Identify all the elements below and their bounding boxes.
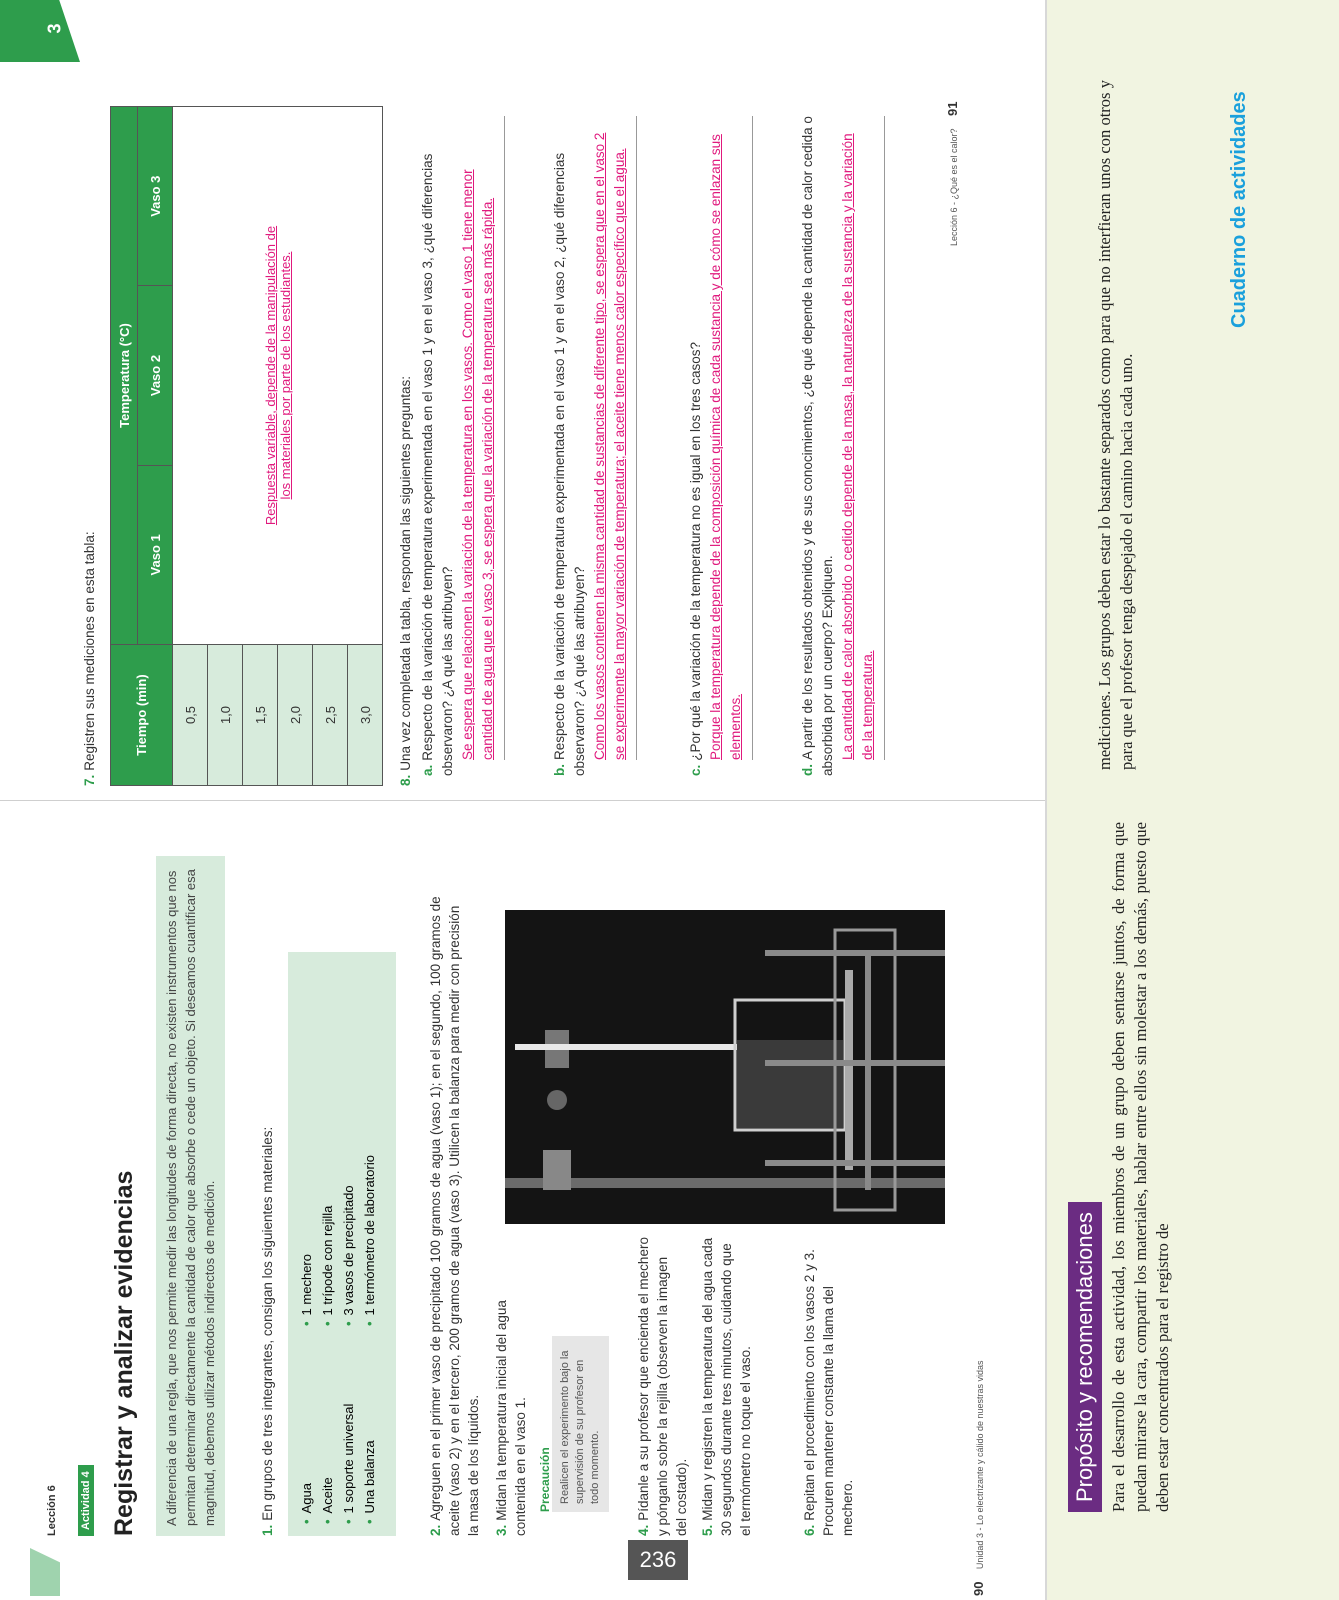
precaution-title: Precaución: [538, 1447, 552, 1512]
guide-divider: [1045, 0, 1047, 1600]
left-footer-text: Unidad 3 - Lo electrizante y cálido de nuestras vidas: [975, 1360, 985, 1570]
step-1-text: En grupos de tres integrantes, consigan los siguientes materiales:: [260, 1126, 275, 1521]
step-8: 8.Una vez completada la tabla, respondan las siguientes preguntas:: [398, 375, 413, 786]
unit-tab: [0, 0, 80, 62]
unit-tab-number: 3: [44, 23, 65, 34]
material-item: •Aceite: [320, 1477, 335, 1524]
column-header: Vaso 2: [138, 286, 173, 465]
step-7: 7.Registren sus mediciones en esta tabla:: [82, 531, 97, 786]
material-item: •3 vasos de precipitado: [341, 1185, 356, 1326]
table-row: 2,0: [278, 107, 313, 786]
activity-badge: Actividad 4: [78, 1465, 94, 1536]
question-d: d.A partir de los resultados obtenidos y de sus conocimientos, ¿de qué depende la cantidad de calor cedida o absorbida por un cuerpo? Expliquen. La cantidad de calor absorbido o cedido depende de la masa, la naturaleza de la sustancia y la variación de la temperatura.: [798, 116, 885, 776]
guide-heading: Propósito y recomendaciones: [1068, 1202, 1102, 1512]
material-item: •1 mechero: [299, 1254, 314, 1326]
material-item: •1 soporte universal: [341, 1403, 356, 1524]
left-footer: [970, 1360, 988, 1596]
right-footer: [944, 102, 962, 246]
lesson-label: Lección 6: [46, 1485, 58, 1536]
guide-page-number: 236: [628, 1540, 688, 1580]
material-item: •Una balanza: [362, 1440, 377, 1524]
answer-c[interactable]: Porque la temperatura depende de la composición química de cada sustancia y de cómo se enlazan sus elementos.: [708, 134, 743, 760]
material-item: •Agua: [299, 1483, 314, 1524]
answer-b[interactable]: Como los vasos contienen la misma cantidad de sustancias de diferente tipo, se espera que en el vaso 2 se experimente la mayor variación de temperatura; el aceite tiene menos calor específico que el agua.: [592, 132, 627, 760]
apparatus-illustration: [505, 910, 945, 1224]
material-item: •1 termómetro de laboratorio: [362, 1155, 377, 1326]
page-fold: [0, 800, 1045, 801]
lesson-tab: [30, 1548, 60, 1596]
answer-d[interactable]: La cantidad de calor absorbido o cedido depende de la masa, la naturaleza de la sustancia y la variación de la temperatura.: [840, 133, 875, 760]
step-6: 6.Repitan el procedimiento con los vasos 2 y 3. Procuren mantener constante la llama del mechero.: [802, 1249, 855, 1536]
guide-paragraph-1: Para el desarrollo de esta actividad, los miembros de un grupo deben sentarse juntos, de forma que puedan mirarse la cara, compartir los materiales, hablar entre ellos sin molestar a los demás, puesto que deben estar concentrados para el registro de: [1109, 822, 1172, 1512]
materials-box: [288, 952, 396, 1536]
answer-cell[interactable]: [173, 107, 383, 645]
guide-right-block: [1094, 70, 1138, 770]
table-row: 1,0: [208, 107, 243, 786]
table-row: 2,5: [313, 107, 348, 786]
materials-column-2: [296, 1155, 380, 1326]
precaution-box: Realicen el experimento bajo la supervisión de su profesor en todo momento.: [552, 1336, 609, 1512]
intro-box: [156, 856, 225, 1536]
temperature-header: Temperatura (°C): [111, 107, 138, 645]
right-page: [80, 66, 980, 786]
step-2: 2.Agreguen en el primer vaso de precipitado 100 gramos de agua (vaso 1); en el segundo, 100 gramos de aceite (vaso 2) y en el tercero, 200 gramos de agua (vaso 3). Utilicen la balanza para medir con precisión la masa de los líquidos.: [428, 896, 481, 1536]
step-4-text: Pídanle a su profesor que encienda el mechero y pónganlo sobre la rejilla (observen la imagen del costado).: [636, 1237, 689, 1536]
step-1-number: 1.: [260, 1524, 275, 1536]
step-1: [258, 876, 277, 1536]
right-footer-text: Lección 6 - ¿Qué es el calor?: [949, 128, 959, 246]
step-5-text: Midan y registren la temperatura del agua cada 30 segundos durante tres minutos, cuidando que el termómetro no toque el vaso.: [700, 1237, 753, 1536]
time-header: Tiempo (min): [111, 645, 173, 786]
step-7-text: Registren sus mediciones en esta tabla:: [82, 531, 97, 771]
table-answer: Respuesta variable, depende de la manipulación de los materiales por parte de los estudiantes.: [262, 225, 293, 526]
guide-left-block: [1068, 812, 1174, 1512]
left-page-number: 90: [971, 1581, 986, 1596]
step-3-text: Midan la temperatura inicial del agua contenida en el vaso 1.: [494, 1300, 528, 1536]
step-5: 5.Midan y registren la temperatura del agua cada 30 segundos durante tres minutos, cuidando que el termómetro no toque el vaso.: [700, 1237, 753, 1536]
question-c: c.¿Por qué la variación de la temperatura no es igual en los tres casos? Porque la temperatura depende de la composición química de cada sustancia y de cómo se enlazan sus elementos.: [686, 116, 753, 776]
step-3: 3.Midan la temperatura inicial del agua contenida en el vaso 1.: [494, 1300, 528, 1536]
step-4: 4.Pídanle a su profesor que encienda el mechero y pónganlo sobre la rejilla (observen la imagen del costado).: [636, 1237, 689, 1536]
table-row: 3,0: [348, 107, 383, 786]
step-6-text: Repitan el procedimiento con los vasos 2 y 3. Procuren mantener constante la llama del mechero.: [802, 1249, 855, 1536]
cuaderno-link[interactable]: Cuaderno de actividades: [1228, 91, 1250, 328]
step-2-text: Agreguen en el primer vaso de precipitado 100 gramos de agua (vaso 1); en el segundo, 100 gramos de aceite (vaso 2) y en el tercero, 200 gramos de agua (vaso 3). Utilicen la balanza para medir con precisión la masa de los líquidos.: [428, 896, 481, 1536]
materials-column-1: [296, 1404, 380, 1524]
step-8-text: Una vez completada la tabla, respondan las siguientes preguntas:: [398, 375, 413, 771]
column-header: Vaso 1: [138, 465, 173, 644]
experiment-photo: [505, 910, 945, 1224]
page-title: Registrar y analizar evidencias: [110, 1170, 138, 1536]
measurement-table: [110, 106, 383, 786]
guide-link-wrap: [1228, 91, 1251, 328]
table-row: 0,5 Respuesta variable, depende de la manipulación de los materiales por parte de los estudiantes.: [173, 107, 208, 786]
question-b: b.Respecto de la variación de temperatura experimentada en el vaso 1 y en el vaso 2, ¿qué diferencias observaron? ¿A qué las atribuyen? Como los vasos contienen la misma cantidad de sustancias de diferente tipo, se espera que en el vaso 2 se experimente la mayor variación de temperatura; el aceite tiene menos calor específico que el agua.: [550, 116, 637, 776]
question-a: a.Respecto de la variación de temperatura experimentada en el vaso 1 y en el vaso 3, ¿qué diferencias observaron? ¿A qué las atribuyen? Se espera que relacionen la variación de la temperatura en los vasos. Como el vaso 1 tiene menor cantidad de agua que el vaso 3, se espera que la variación de la temperatura sea más rápida.: [418, 116, 505, 776]
right-page-number: 91: [945, 101, 960, 116]
table-row: 1,5: [243, 107, 278, 786]
answer-a[interactable]: Se espera que relacionen la variación de la temperatura en los vasos. Como el vaso 1 tiene menor cantidad de agua que el vaso 3, se espera que la variación de la temperatura sea más rápida.: [460, 169, 495, 760]
material-item: •1 trípode con rejilla: [320, 1205, 335, 1326]
column-header: Vaso 3: [138, 107, 173, 286]
guide-paragraph-2: mediciones. Los grupos deben estar lo bastante separados como para que no interfieran unos con otros y para que el profesor tenga despejado el camino hacia cada uno.: [1095, 80, 1136, 770]
precaution: [538, 1292, 609, 1512]
intro-text: A diferencia de una regla, que nos permite medir las longitudes de forma directa, no existen instrumentos que nos permitan determinar directamente la cantidad de calor que absorbe o cede un objeto. Si deseamos cuantificar esa magnitud, debemos utilizar métodos indirectos de medición.: [164, 869, 217, 1526]
